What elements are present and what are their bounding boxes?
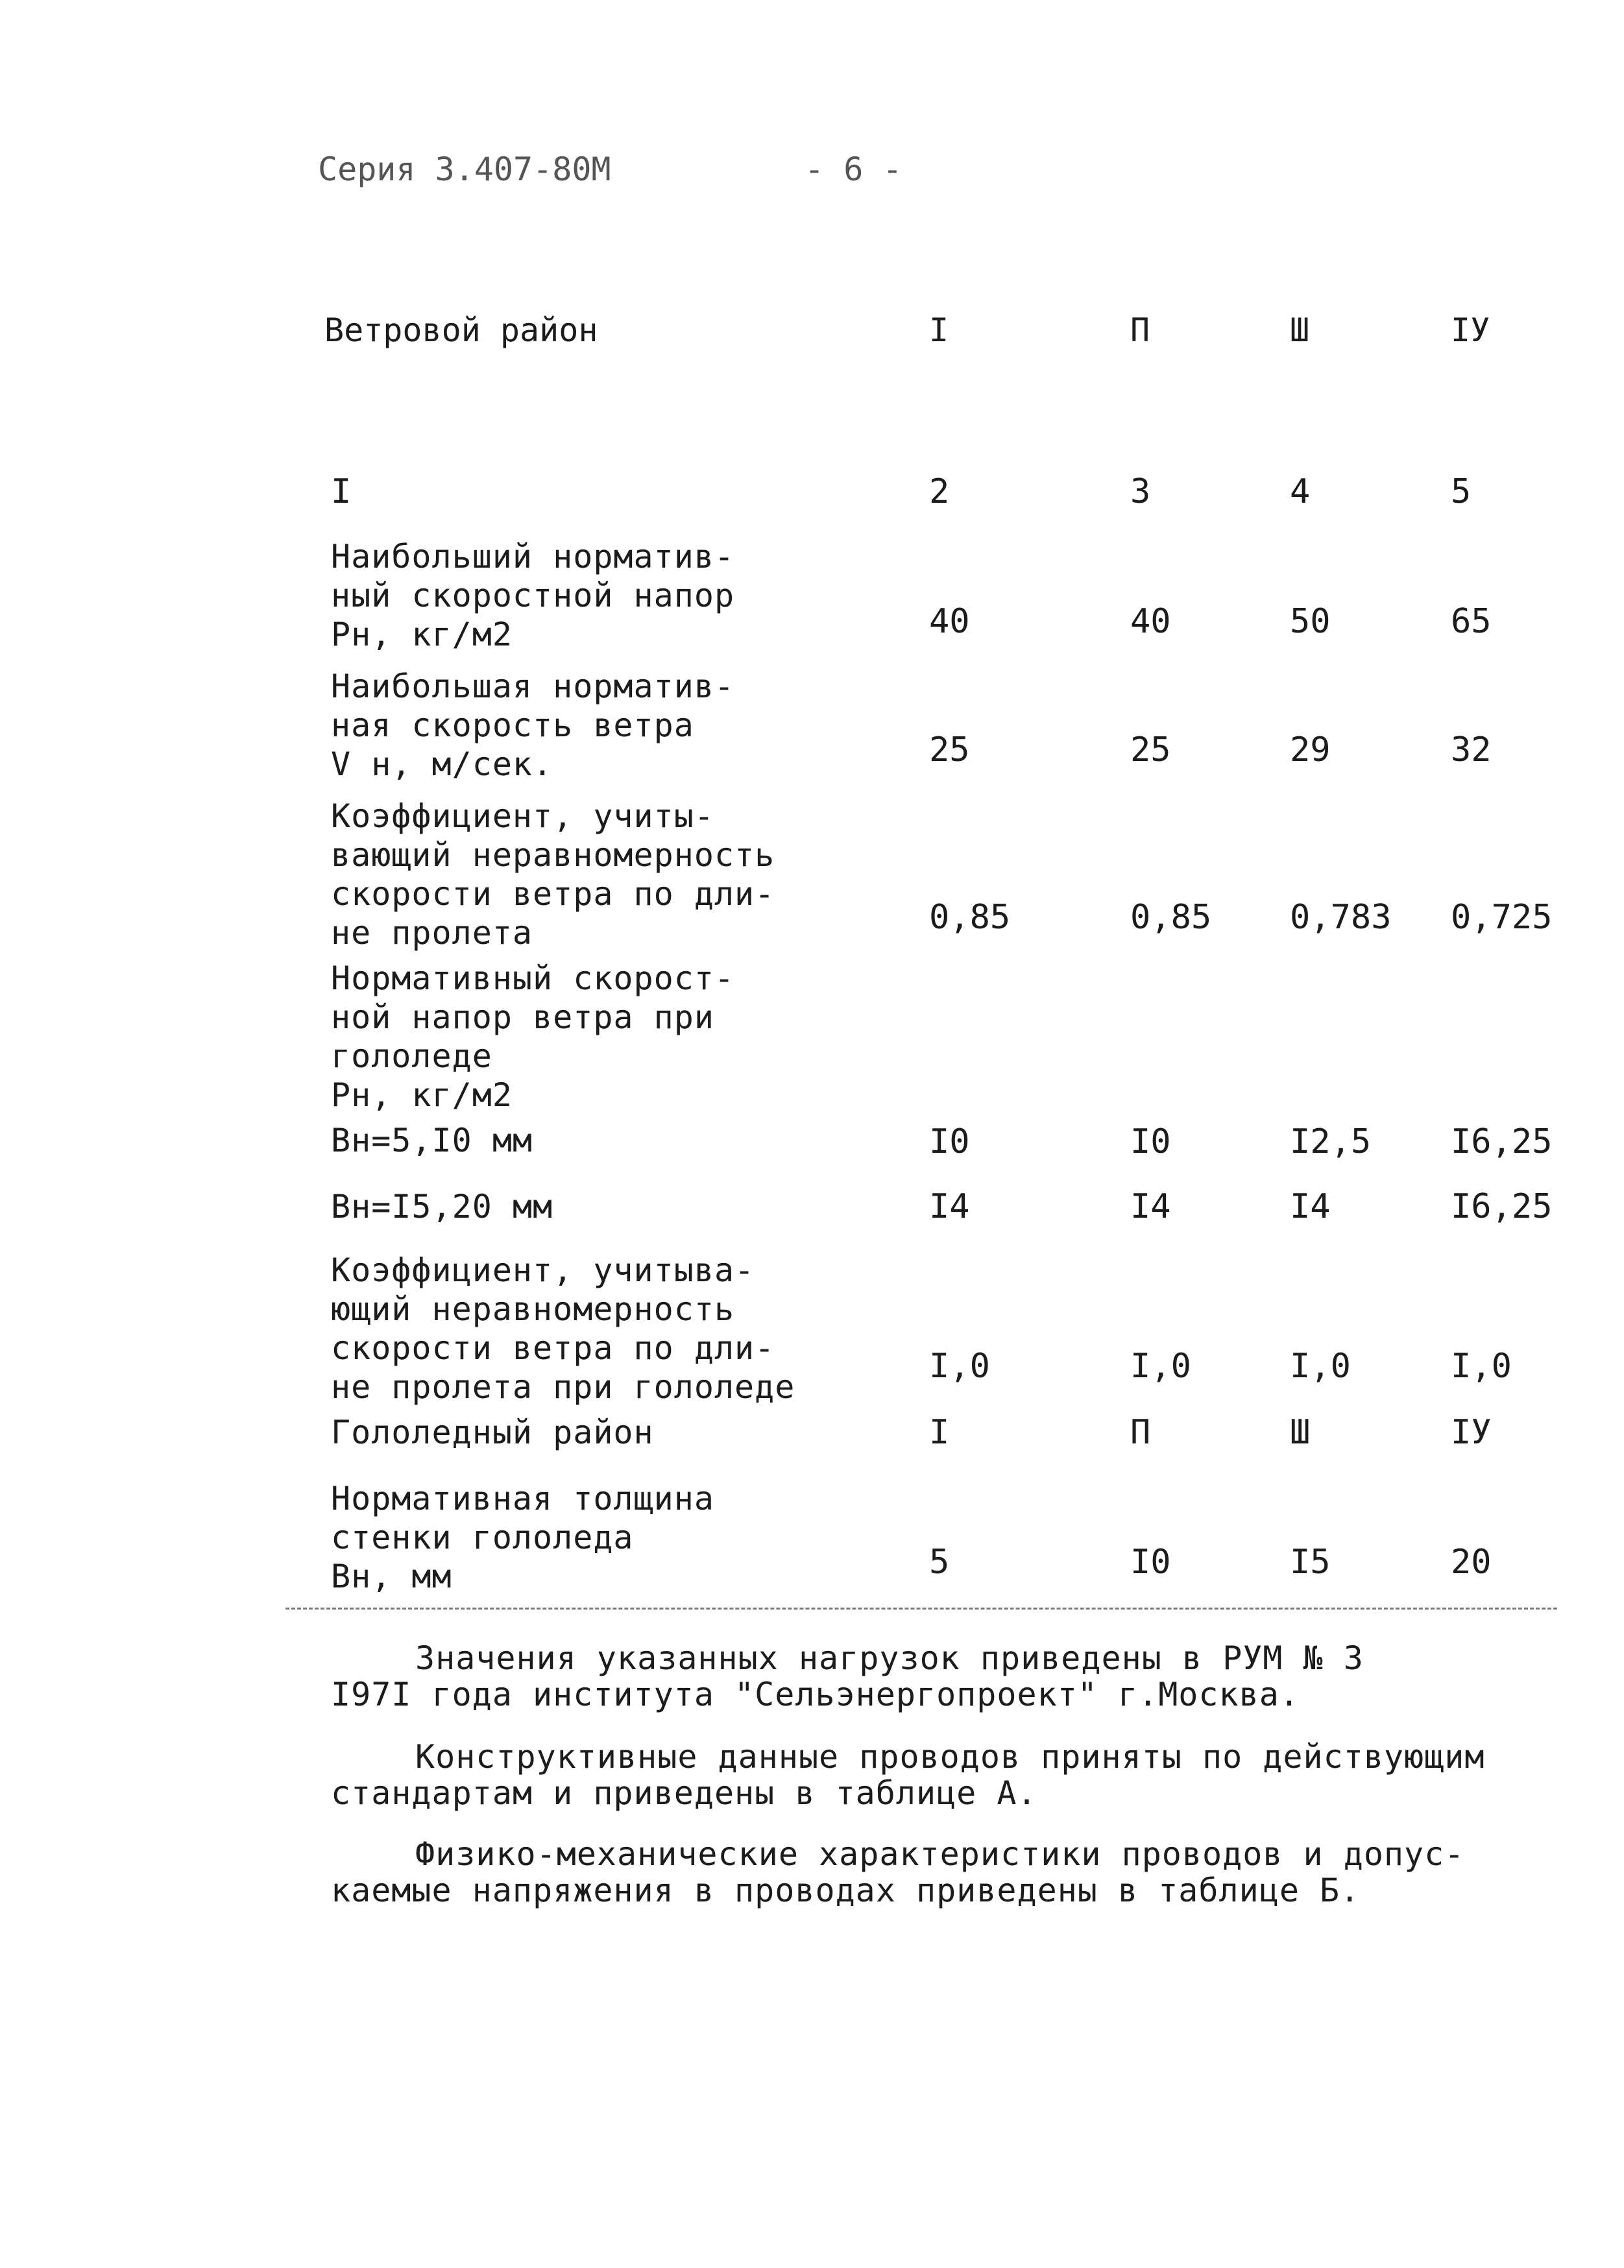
row-label-ice-thickness: Нормативная толщина стенки гололеда Вн, мм — [331, 1480, 714, 1595]
table-cell: I4 — [1130, 1187, 1171, 1226]
column-number-3: 3 — [1130, 472, 1151, 511]
row-label-unevenness-coefficient: Коэффициент, учиты- вающий неравномерность скорости ветра по дли- не пролета — [331, 797, 775, 952]
table-cell: I4 — [1290, 1187, 1331, 1226]
table-cell: I0 — [929, 1122, 970, 1161]
wind-region-col-1: I — [929, 311, 949, 349]
row-label-bn-5-10: Вн=5,I0 мм — [331, 1122, 533, 1159]
table-cell: I,0 — [1130, 1347, 1191, 1386]
table-cell: 40 — [1130, 602, 1171, 641]
table-cell: 50 — [1290, 602, 1331, 641]
row-label-icing-pressure: Нормативный скорост- ной напор ветра при гололеде Рн, кг/м2 — [331, 959, 735, 1114]
table-cell: 0,85 — [1130, 898, 1212, 937]
table-cell: 0,783 — [1290, 898, 1392, 937]
table-cell: 0,725 — [1451, 898, 1553, 937]
table-cell: 29 — [1290, 730, 1331, 769]
table-cell: 5 — [929, 1543, 950, 1582]
table-cell: I2,5 — [1290, 1122, 1372, 1161]
table-cell: 65 — [1451, 602, 1492, 641]
table-cell: П — [1130, 1413, 1151, 1452]
row-label-icing-coefficient: Коэффициент, учитыва- ющий неравномерность скорости ветра по дли- не пролета при гололеде — [331, 1251, 795, 1406]
row-label-icing-region: Гололедный район — [331, 1414, 654, 1451]
wind-region-col-4: IУ — [1451, 311, 1490, 349]
table-cell: I,0 — [929, 1347, 990, 1386]
row-label-bn-15-20: Вн=I5,20 мм — [331, 1188, 553, 1225]
column-number-2: 2 — [929, 472, 950, 511]
column-number-1: I — [331, 472, 352, 511]
table-cell: I — [929, 1413, 950, 1452]
column-number-4: 4 — [1290, 472, 1311, 511]
table-cell: 20 — [1451, 1543, 1492, 1582]
wind-region-col-2: П — [1130, 311, 1150, 349]
table-cell: 32 — [1451, 730, 1492, 769]
table-cell: I0 — [1130, 1543, 1171, 1582]
row-label-max-pressure: Наибольший норматив- ный скоростной напор Рн, кг/м2 — [331, 538, 735, 653]
paragraph-loads-source: Значения указанных нагрузок приведены в РУМ № 3 I97I года института "Сельэнергопроект" г.Москва. — [331, 1639, 1364, 1713]
paragraph-wire-design-data: Конструктивные данные проводов приняты по действующим стандартам и приведены в таблице А. — [331, 1738, 1485, 1812]
paragraph-wire-mechanics: Физико-механические характеристики проводов и допус- каемые напряжения в проводах приведены в таблице Б. — [331, 1835, 1465, 1909]
table-cell: I,0 — [1451, 1347, 1512, 1386]
table-cell: I6,25 — [1451, 1122, 1553, 1161]
table-cell: Ш — [1290, 1413, 1311, 1452]
column-number-5: 5 — [1451, 472, 1472, 511]
table-cell: I6,25 — [1451, 1187, 1553, 1226]
table-cell: 25 — [1130, 730, 1171, 769]
table-cell: I0 — [1130, 1122, 1171, 1161]
table-cell: 0,85 — [929, 898, 1011, 937]
table-cell: IУ — [1451, 1413, 1492, 1452]
series-designation: Серия 3.407-80М — [318, 151, 611, 188]
wind-region-heading: Ветровой район — [324, 311, 598, 349]
page-number: - 6 - — [805, 151, 903, 188]
row-label-max-wind-speed: Наибольшая норматив- ная скорость ветра V н, м/сек. — [331, 668, 735, 783]
table-cell: I4 — [929, 1187, 970, 1226]
wind-region-col-3: Ш — [1290, 311, 1310, 349]
table-cell: I,0 — [1290, 1347, 1351, 1386]
table-cell: 40 — [929, 602, 970, 641]
table-bottom-rule — [285, 1608, 1557, 1610]
table-cell: 25 — [929, 730, 970, 769]
table-cell: I5 — [1290, 1543, 1331, 1582]
